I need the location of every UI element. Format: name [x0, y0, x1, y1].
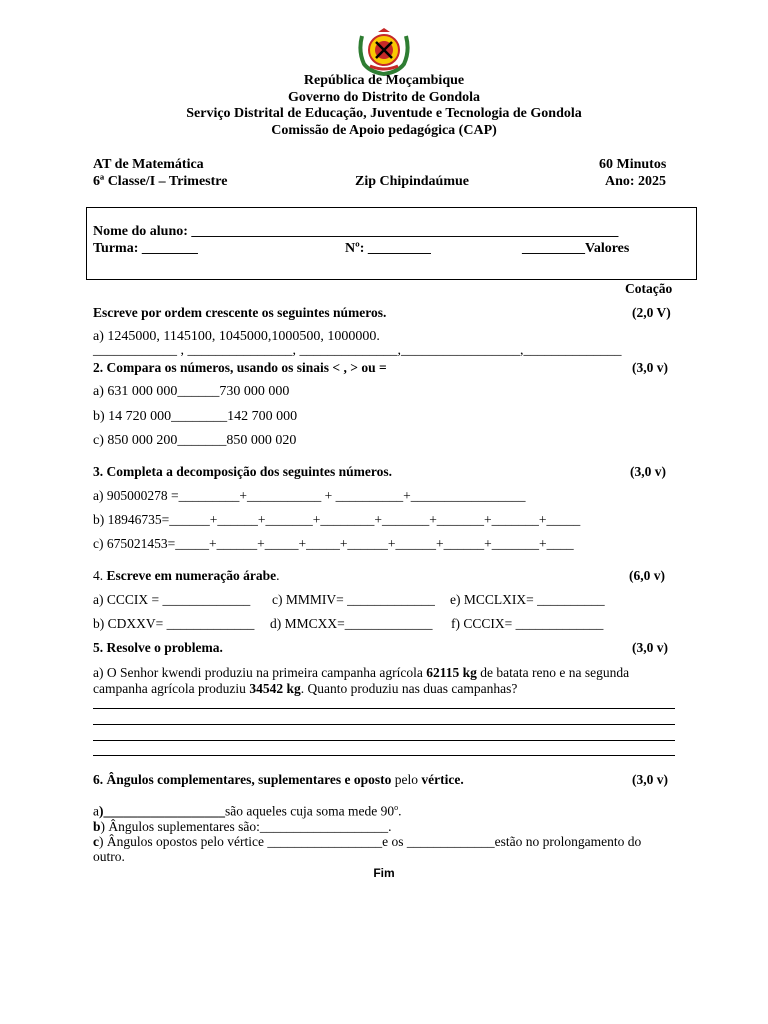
q6-title	[93, 772, 464, 788]
q2-item-a[interactable]: a) 631 000 000______730 000 000	[93, 384, 290, 399]
q4-title-text: Escreve em numeração árabe	[106, 568, 277, 583]
q3-title: 3. Completa a decomposição dos seguintes números.	[93, 464, 393, 479]
answer-line[interactable]	[93, 708, 675, 709]
q4-item-c[interactable]: c) MMMIV= _____________	[272, 592, 435, 607]
q6-a-blank[interactable]: )__________________	[99, 803, 225, 819]
student-name-field[interactable]: Nome do aluno: _____________________________________________________________	[93, 224, 619, 239]
coat-of-arms-emblem	[356, 26, 412, 76]
exam-school: Zip Chipindaúmue	[355, 174, 469, 189]
q1-item-a: a) 1245000, 1145100, 1045000,1000500, 1000000.	[93, 329, 380, 344]
q1-title: Escreve por ordem crescente os seguintes números.	[93, 305, 387, 320]
answer-line[interactable]	[93, 755, 675, 756]
q3-item-a[interactable]: a) 905000278 =_________+___________ + __________+_________________	[93, 488, 526, 503]
q6-item-b[interactable]	[93, 819, 391, 835]
q5-text-1: a) O Senhor kwendi produziu na primeira campanha agrícola	[93, 665, 427, 680]
q5-text-2: de batata reno e na segunda	[476, 665, 630, 680]
q4-item-f[interactable]: f) CCCIX= _____________	[451, 616, 604, 631]
q5-problem-line2	[93, 681, 517, 697]
q6-c-text[interactable]: ) Ângulos opostos pelo vértice _________________e os _____________estão no prolongamento do	[99, 834, 642, 849]
q6-points: (3,0 v)	[632, 772, 668, 787]
header-commission: Comissão de Apoio pedagógica (CAP)	[271, 123, 497, 138]
q4-title-dot: .	[276, 568, 280, 583]
q6-item-c[interactable]	[93, 834, 641, 850]
student-turma-field[interactable]: Turma: ________	[93, 241, 198, 256]
q5-text-4: . Quanto produziu nas duas campanhas?	[300, 681, 518, 696]
q5-title: 5. Resolve o problema.	[93, 640, 223, 655]
header-government: Governo do Distrito de Gondola	[287, 90, 481, 105]
header-service: Serviço Distrital de Educação, Juventude e Tecnologia de Gondola	[186, 106, 582, 121]
q5-text-3: campanha agrícola produziu	[93, 681, 250, 696]
student-number-field[interactable]: Nº: _________	[345, 241, 431, 256]
q4-item-b[interactable]: b) CDXXV= _____________	[93, 616, 255, 631]
q6-b-prefix: b	[93, 819, 101, 834]
student-score-field[interactable]: _________Valores	[522, 241, 630, 256]
q5-value-2: 34542 kg	[249, 681, 301, 696]
q1-answer-blanks[interactable]: ____________ , _______________, ______________,_________________,______________	[93, 343, 622, 358]
q6-b-text[interactable]: ) Ângulos suplementares são:___________________.	[100, 819, 392, 834]
q6-title-end: vértice.	[421, 772, 464, 787]
cotacao-label: Cotação	[625, 281, 673, 296]
end-marker: Fim	[373, 866, 395, 880]
q1-points: (2,0 V)	[632, 305, 671, 320]
header-republic: República de Moçambique	[303, 73, 465, 88]
q4-item-e[interactable]: e) MCCLXIX= __________	[450, 592, 605, 607]
exam-year: Ano: 2025	[605, 174, 667, 189]
q3-points: (3,0 v)	[630, 464, 666, 479]
q6-a-degree: o	[394, 803, 399, 812]
q6-a-text: são aqueles cuja soma mede 90	[225, 803, 395, 819]
q3-item-b[interactable]: b) 18946735=______+______+_______+________+_______+_______+_______+_____	[93, 512, 581, 527]
q6-a-prefix: a	[93, 803, 99, 819]
q4-points: (6,0 v)	[629, 568, 665, 583]
q6-a-end: .	[398, 803, 402, 819]
q2-points: (3,0 v)	[632, 360, 668, 375]
q4-item-d[interactable]: d) MMCXX=_____________	[270, 616, 433, 631]
q6-c-prefix: c	[93, 834, 99, 849]
q6-item-c-continued: outro.	[93, 849, 125, 864]
q2-title: 2. Compara os números, usando os sinais < , > ou =	[93, 360, 387, 375]
q2-item-b[interactable]: b) 14 720 000________142 700 000	[93, 409, 298, 424]
q2-item-c[interactable]: c) 850 000 200_______850 000 020	[93, 433, 297, 448]
q4-item-a[interactable]: a) CCCIX = _____________	[93, 592, 251, 607]
q4-title	[93, 568, 279, 584]
q5-points: (3,0 v)	[632, 640, 668, 655]
q3-item-c[interactable]: c) 675021453=_____+______+_____+_____+______+______+______+_______+____	[93, 536, 574, 551]
q5-problem-line1	[93, 665, 629, 681]
exam-class: 6ª Classe/I – Trimestre	[93, 174, 228, 189]
q6-title-bold: 6. Ângulos complementares, suplementares e oposto	[93, 772, 392, 787]
exam-duration: 60 Minutos	[599, 157, 667, 172]
q6-title-mid: pelo	[391, 772, 422, 787]
q4-number: 4.	[93, 568, 107, 583]
q5-value-1: 62115 kg	[426, 665, 477, 680]
answer-line[interactable]	[93, 740, 675, 741]
exam-subject: AT de Matemática	[93, 157, 204, 172]
answer-line[interactable]	[93, 724, 675, 725]
q6-item-a[interactable]	[93, 803, 401, 820]
